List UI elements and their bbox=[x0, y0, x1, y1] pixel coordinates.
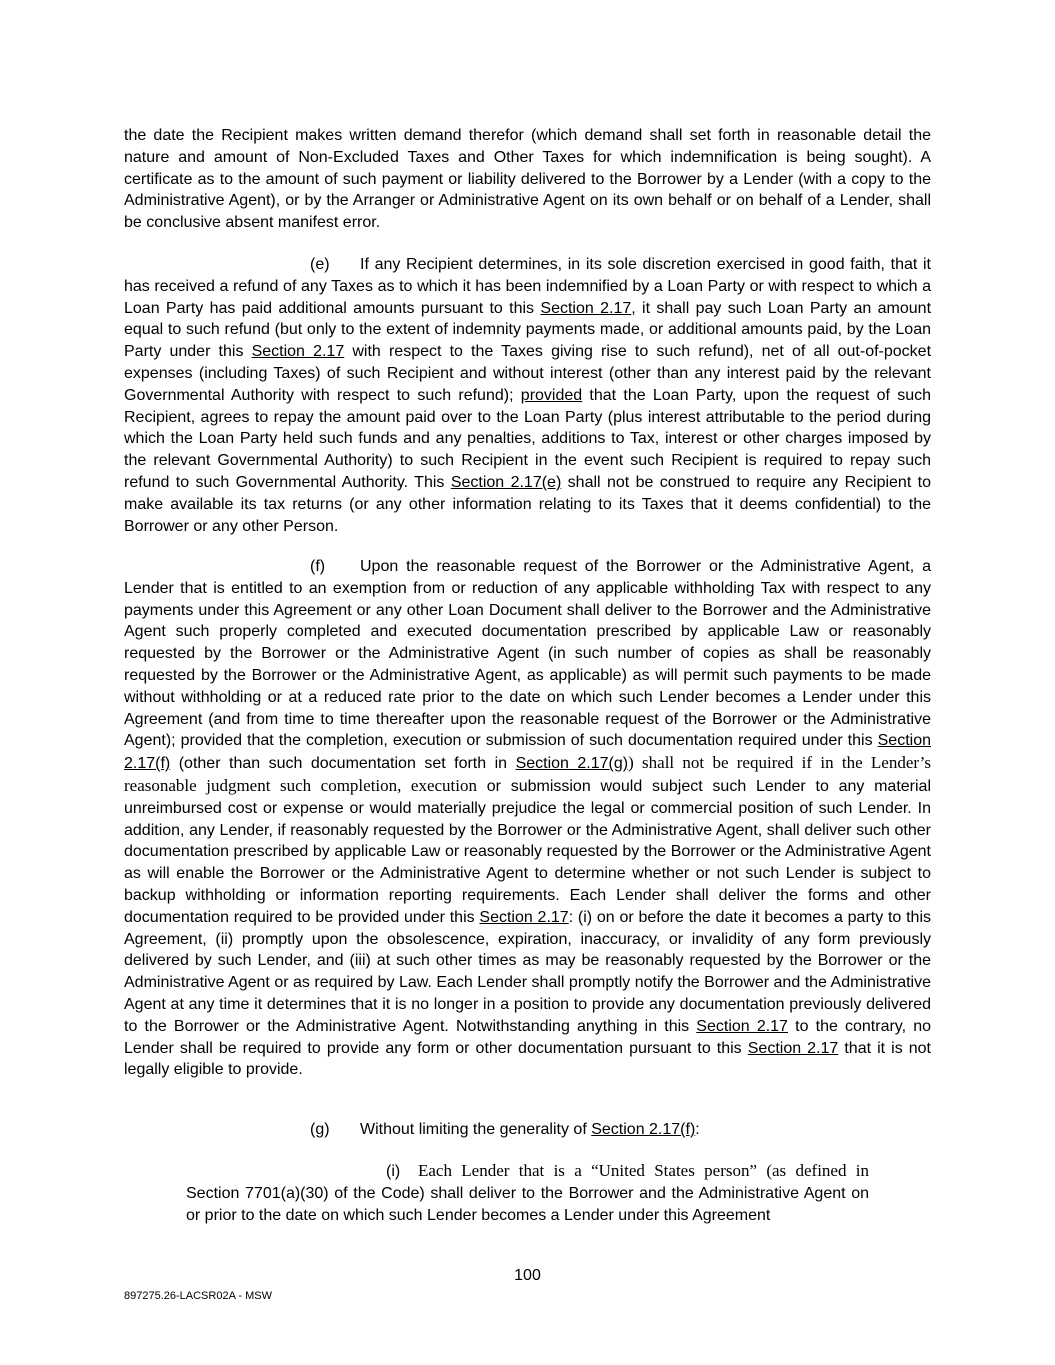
paragraph-label: (f) bbox=[310, 558, 326, 575]
section-ref-link[interactable]: Section 2.17 bbox=[540, 299, 632, 317]
paragraph-f: (f) Upon the reasonable request of the Borrower or the Administrative Agent, a Lender that is entitled to an exemption from or reduction of any applicable withholding Tax with respect to any payments under this Agreement or any other Loan Document shall deliver to the Borrower and the Administrative Agent such properly completed and executed documentation prescribed by applicable Law or reasonably requested by the Borrower or the Administrative Agent (in such number of copies as shall be reasonably requested by the Borrower or the Administrative Agent, as applicable) as will permit such payments to be made without withholding or at a reduced rate prior to the date on which such Lender becomes a Lender under this Agreement (and from time to time thereafter upon the reasonable request of the Borrower or the Administrative Agent); provided that the completion, execution or submission of such documentation required under this Section 2.17(f) (other than such documentation set forth in Section 2.17(g)) shall not be required if in the Lender’s reasonable judgment such completion, execution or submission would subject such Lender to any material unreimbursed cost or expense or would materially prejudice the legal or commercial position of such Lender. In addition, any Lender, if reasonably requested by the Borrower or the Administrative Agent, shall deliver such other documentation prescribed by applicable Law or reasonably requested by the Borrower or the Administrative Agent as will enable the Borrower or the Administrative Agent to determine whether or not such Lender is subject to backup withholding or information reporting requirements. Each Lender shall deliver the forms and other documentation required to be provided under this Section 2.17: (i) on or before the date it becomes a party to this Agreement, (ii) promptly upon the obsolescence, expiration, inaccuracy, or invalidity of any form previously delivered by such Lender, and (iii) at such other times as may be reasonably requested by the Borrower or the Administrative Agent or as required by Law. Each Lender shall promptly notify the Borrower and the Administrative Agent at any time it determines that it is no longer in a position to provide any documentation previously delivered to the Borrower or the Administrative Agent. Notwithstanding anything in this Section 2.17 to the contrary, no Lender shall be required to provide any form or other documentation pursuant to this Section 2.17 that it is not legally eligible to provide. bbox=[124, 558, 932, 1079]
section-ref-link[interactable]: Section 2.17 bbox=[747, 1039, 839, 1057]
paragraph-e: (e) If any Recipient determines, in its sole discretion exercised in good faith, that it has received a refund of any Taxes as to which it has been indemnified by a Loan Party or with respect to which a Loan Party has paid additional amounts pursuant to this Section 2.17, it shall pay such Loan Party an amount equal to such refund (but only to the extent of indemnity payments made, or additional amounts paid, by the Loan Party under this Section 2.17 with respect to the Taxes giving rise to such refund), net of all out-of-pocket expenses (including Taxes) of such Recipient and without interest (other than any interest paid by the relevant Governmental Authority with respect to such refund); provided that the Loan Party, upon the request of such Recipient, agrees to repay the amount paid over to the Loan Party (plus interest attributable to the period during which the Loan Party held such funds and any penalties, additions to Tax, interest or other charges imposed by the relevant Governmental Authority) to such Recipient in the event such Recipient is required to repay such refund to such Governmental Authority. This Section 2.17(e) shall not be construed to require any Recipient to make available its tax returns (or any other information relating to its Taxes that it deems confidential) to the Borrower or any other Person. bbox=[124, 256, 932, 535]
paragraph-i: (i) Each Lender that is a “United States person” (as defined in Section 7701(a)(30) of the Code) shall deliver to the Borrower and the Administrative Agent on or prior to the date on which such Lender becomes a Lender under this Agreement bbox=[186, 1161, 869, 1224]
section-ref-link[interactable]: Section 2.17 bbox=[251, 343, 345, 361]
section-ref-link[interactable]: Section 2.17(f) bbox=[591, 1121, 696, 1138]
paragraph-text: the date the Recipient makes written demand therefor (which demand shall set forth in reasonable detail the nature and amount of Non-Excluded Taxes and Other Taxes for which indemnification is being sought). A certificate as to the amount of such payment or liability delivered to the Borrower by a Lender (with a copy to the Administrative Agent), or by the Arranger or Administrative Agent on its own behalf or on behalf of a Lender, shall be conclusive absent manifest error. bbox=[124, 127, 931, 232]
paragraph-label: (e) bbox=[310, 256, 330, 273]
provided-term: provided bbox=[520, 386, 583, 404]
document-id: 897275.26-LACSR02A - MSW bbox=[124, 1290, 272, 1302]
paragraph-continuation bbox=[124, 125, 931, 234]
paragraph-g: (g) Without limiting the generality of Section 2.17(f): bbox=[310, 1119, 700, 1141]
section-ref-link[interactable]: Section 2.17(g) bbox=[515, 755, 629, 773]
paragraph-label: (i) bbox=[386, 1163, 401, 1180]
paragraph-label: (g) bbox=[310, 1121, 330, 1138]
section-ref-link[interactable]: Section 2.17(f) bbox=[124, 732, 931, 773]
section-ref-link[interactable]: Section 2.17(e) bbox=[450, 473, 562, 491]
section-ref-link[interactable]: Section 2.17 bbox=[696, 1017, 788, 1035]
page-number: 100 bbox=[514, 1267, 541, 1284]
section-ref-link[interactable]: Section 2.17 bbox=[479, 908, 569, 926]
